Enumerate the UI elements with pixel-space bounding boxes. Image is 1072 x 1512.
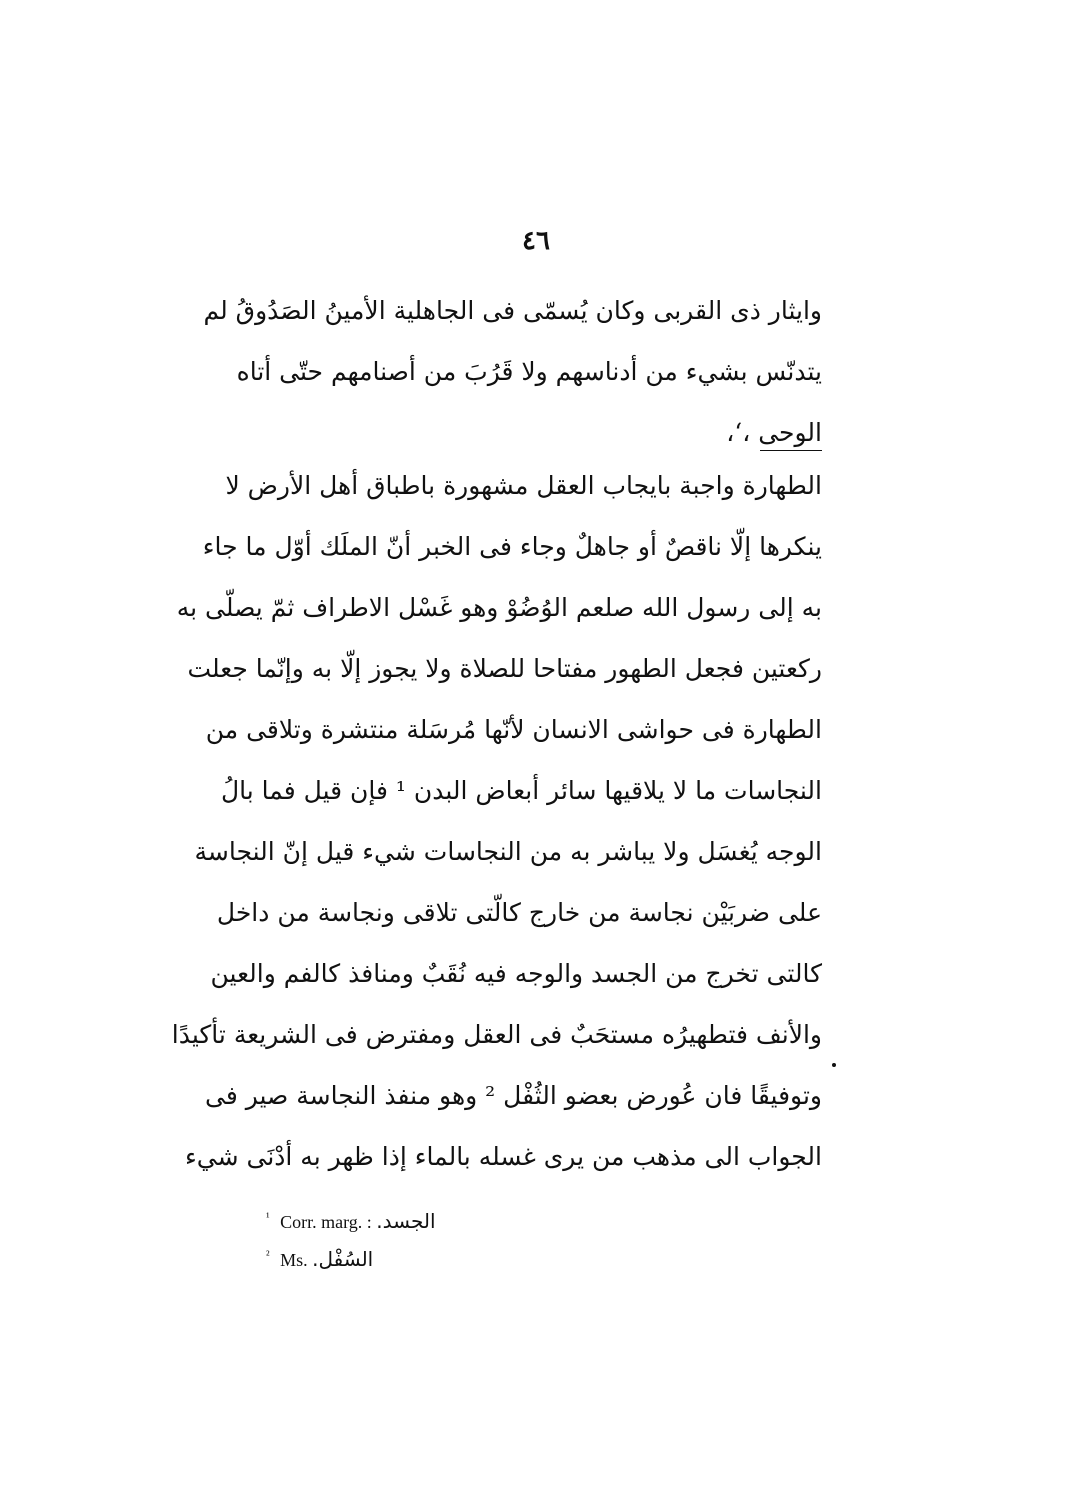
text-line: ينكرها إلّا ناقصٌ أو جاهلٌ وجاء فى الخبر أنّ الملَك أوّل ما جاء <box>202 532 822 561</box>
paragraph-continuation <box>203 280 822 463</box>
text-line: يتدنّس بشيء من أدناسهم ولا قَرُبَ من أصنامهم حتّى أتاه <box>236 357 822 386</box>
page-number: ٤٦ <box>522 226 550 256</box>
text-line: والأنف فتطهيرُه مستحَبٌ فى العقل ومفترض فى الشريعة تأكيدًا <box>171 1020 822 1049</box>
footnote-1 <box>266 1198 666 1236</box>
footnote-arabic: الجسد. <box>376 1209 436 1233</box>
paragraph-purity <box>171 455 822 1187</box>
text-line: وايثار ذى القربى وكان يُسمّى فى الجاهلية الأمينُ الصَدُوقُ لم <box>203 296 822 325</box>
footnotes <box>266 1198 666 1274</box>
text-line: الوحى ،‘، <box>726 418 822 447</box>
text-line: وتوفيقًا فان عُورض بعضو الثُفْل ² وهو منفذ النجاسة صير فى <box>204 1081 822 1110</box>
text-line: الوجه يُغسَل ولا يباشر به من النجاسات شيء قيل إنّ النجاسة <box>194 837 822 866</box>
text-line: ركعتين فجعل الطهور مفتاحا للصلاة ولا يجوز إلّا به وإنّما جعلت <box>187 654 822 683</box>
margin-mark <box>832 1063 836 1067</box>
footnote-2 <box>266 1236 666 1274</box>
text-line: الطهارة فى حواشى الانسان لأنّها مُرسَلة منتشرة وتلاقى من <box>205 715 822 744</box>
footnote-arabic: السُفْل. <box>312 1247 374 1271</box>
text-line: كالتى تخرج من الجسد والوجه فيه نُقَبٌ ومنافذ كالفم والعين <box>210 959 822 988</box>
footnote-label: Corr. marg. : <box>280 1212 372 1232</box>
footnote-mark: ² <box>266 1248 270 1262</box>
text-line: النجاسات ما لا يلاقيها سائر أبعاض البدن ¹ فإن قيل فما بالُ <box>220 776 822 805</box>
text-line: الطهارة واجبة بايجاب العقل مشهورة باطباق أهل الأرض لا <box>225 471 822 500</box>
footnote-label: Ms. <box>280 1250 308 1270</box>
text-line: به إلى رسول الله صلعم الوُضُوْ وهو غَسْل الاطراف ثمّ يصلّى به <box>176 593 822 622</box>
text-line: الجواب الى مذهب من يرى غسله بالماء إذا ظهر به أدْنَى شيء <box>185 1142 822 1171</box>
section-rule <box>760 450 822 451</box>
footnote-mark: ¹ <box>266 1210 270 1224</box>
text-line: على ضربَيْن نجاسة من خارج كالّتى تلاقى ونجاسة من داخل <box>216 898 822 927</box>
